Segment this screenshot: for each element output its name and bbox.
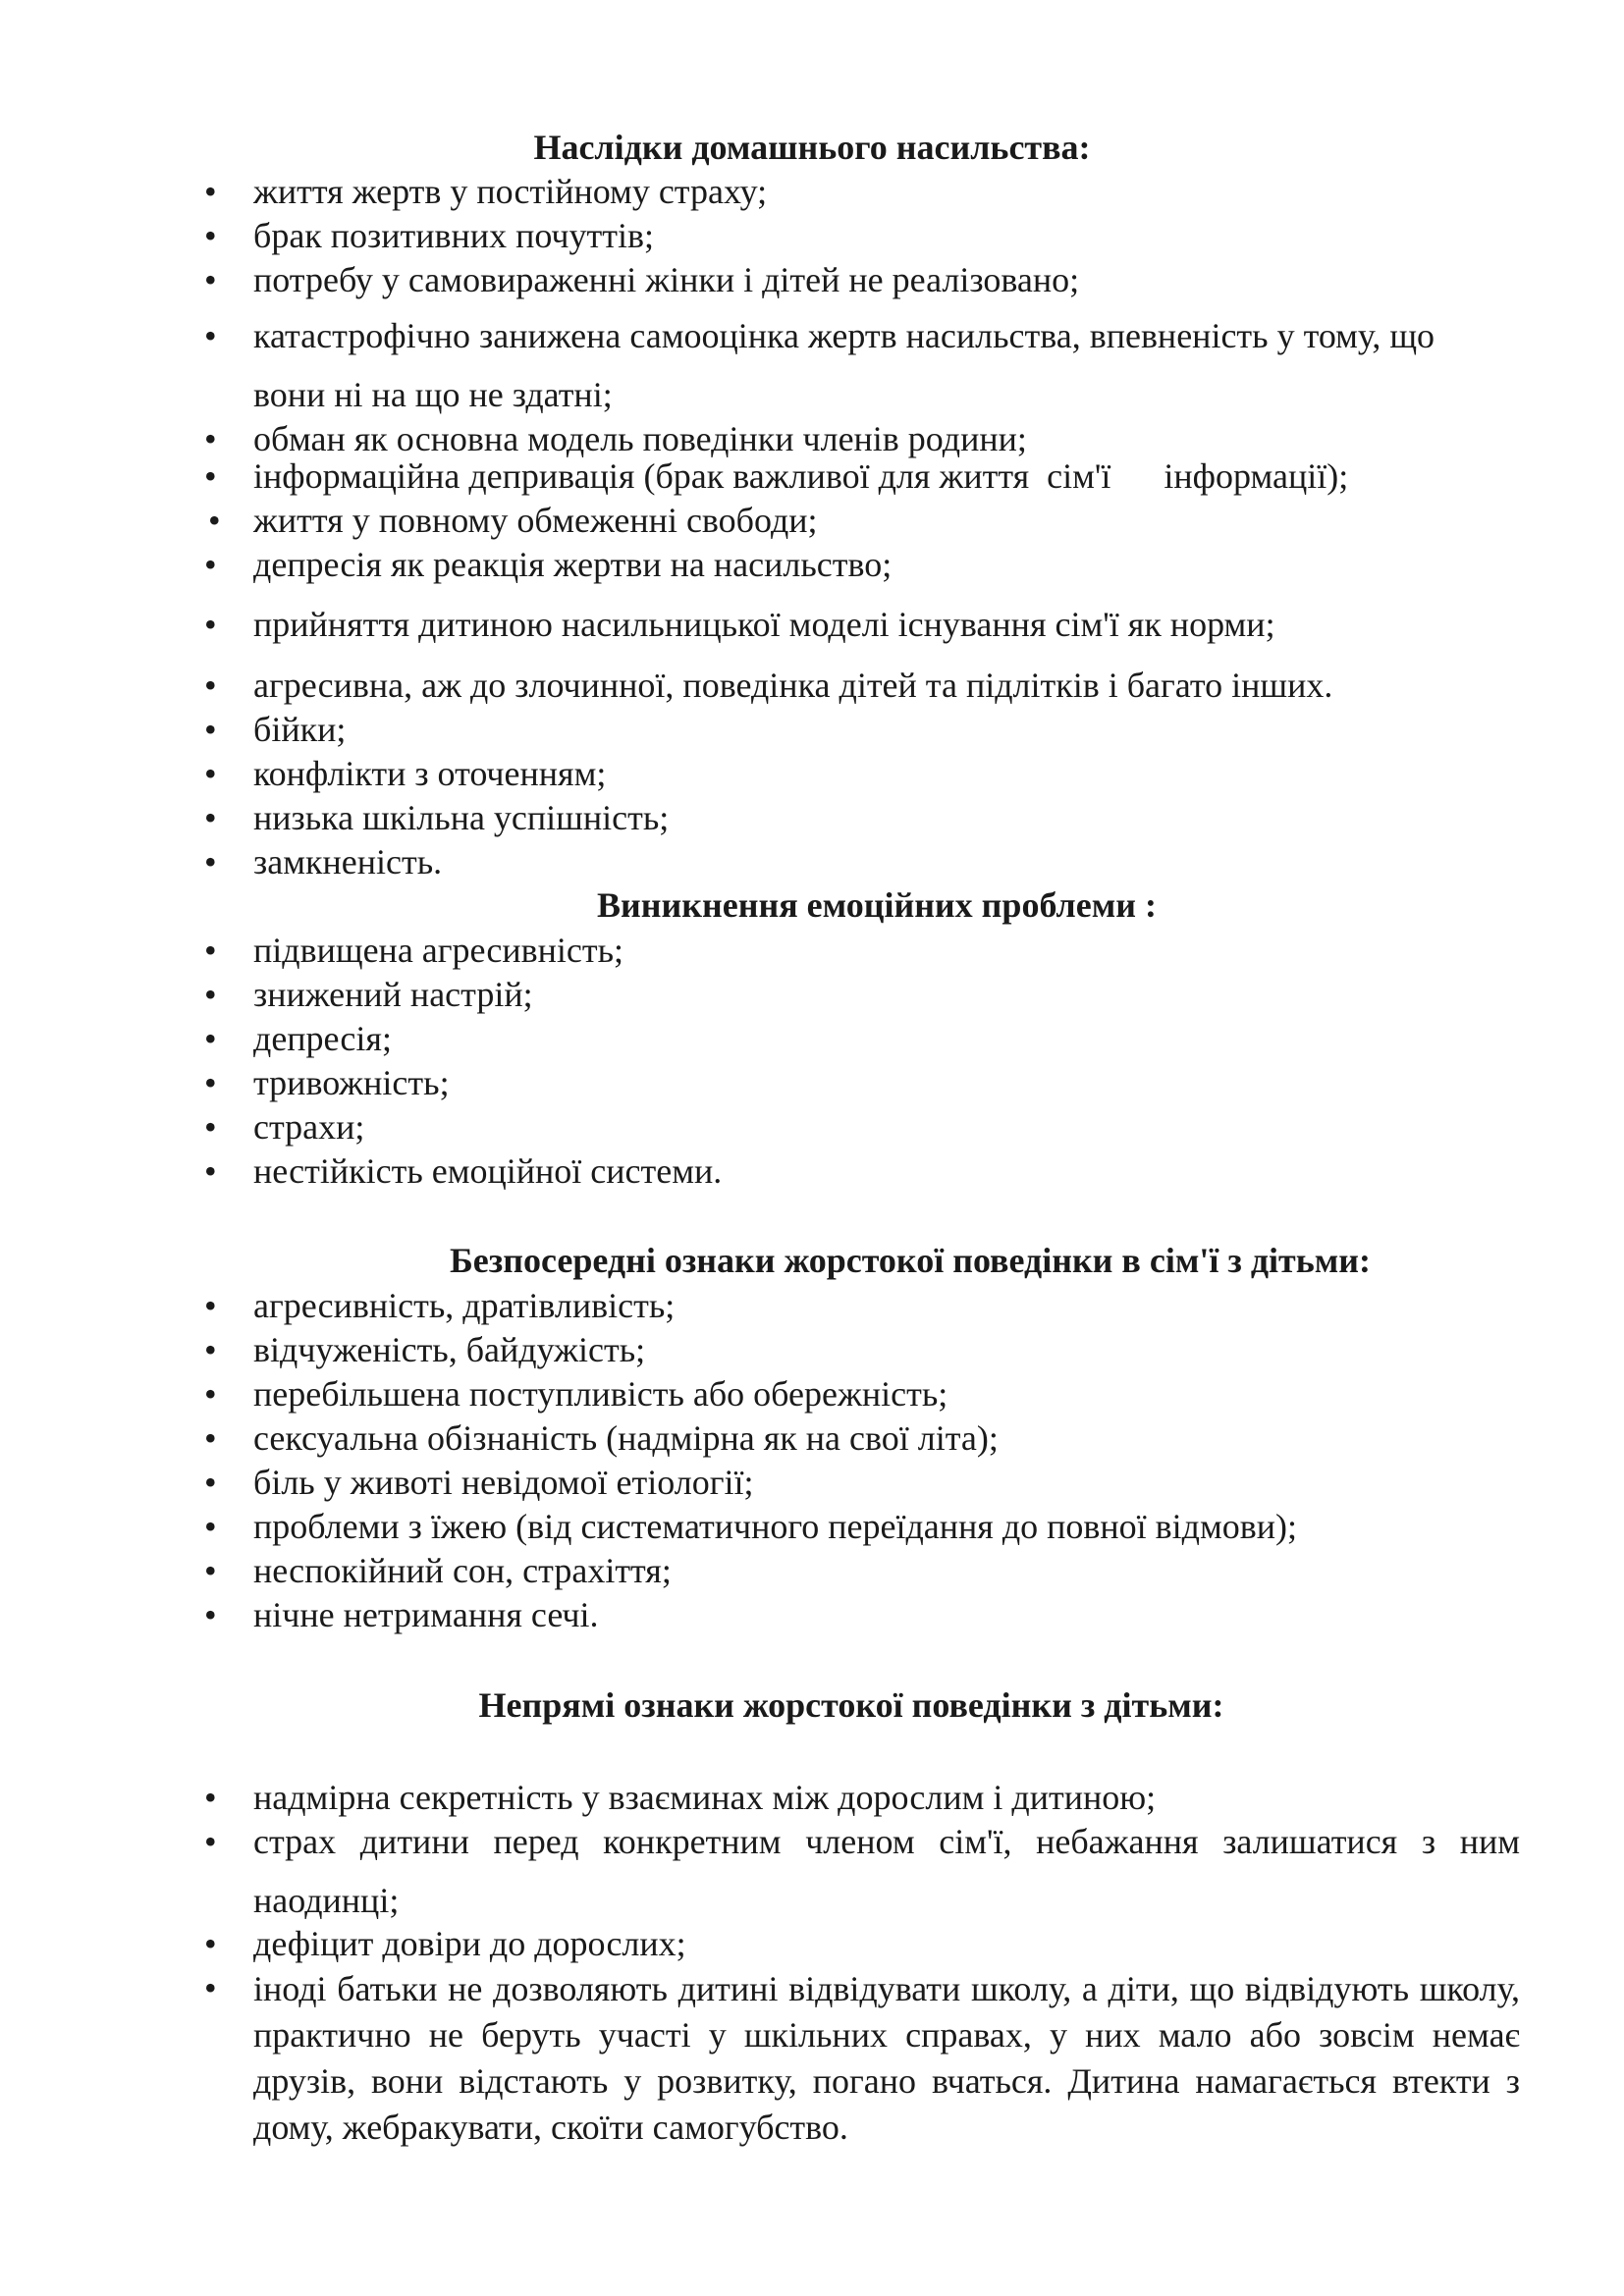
bullet-glyph: •	[204, 975, 217, 1014]
bullet-glyph: •	[204, 260, 217, 299]
bullet-glyph: •	[204, 1374, 217, 1414]
list-item: депресія;	[253, 1019, 392, 1058]
list-item: нестійкість емоційної системи.	[253, 1151, 723, 1191]
bullet-glyph: •	[204, 172, 217, 211]
bullet-glyph: •	[204, 216, 217, 255]
list-item: нічне нетримання сечі.	[253, 1595, 599, 1634]
list-item: агресивна, аж до злочинної, поведінка дітей та підлітків і багато інших.	[253, 666, 1333, 705]
list-item: низька шкільна успішність;	[253, 798, 670, 837]
list-item: надмірна секретність у взаєминах між дорослим і дитиною;	[253, 1778, 1157, 1817]
bullet-glyph: •	[204, 1595, 217, 1634]
bullet-glyph: •	[204, 1968, 217, 2007]
list-item: неспокійний сон, страхіття;	[253, 1551, 672, 1590]
bullet-glyph: •	[204, 666, 217, 705]
bullet-glyph: •	[204, 710, 217, 749]
bullet-glyph: •	[204, 1822, 217, 1861]
list-item: прийняття дитиною насильницької моделі існування сім'ї як норми;	[253, 605, 1275, 644]
list-item: проблеми з їжею (від систематичного переїдання до повної відмови);	[253, 1507, 1298, 1546]
list-item: обман як основна модель поведінки членів родини;	[253, 419, 1027, 458]
bullet-glyph: •	[204, 754, 217, 793]
list-item: відчуженість, байдужість;	[253, 1330, 646, 1369]
bullet-glyph: •	[204, 316, 217, 355]
list-item: бійки;	[253, 710, 347, 749]
list-item: дефіцит довіри до дорослих;	[253, 1924, 686, 1963]
bullet-glyph: •	[204, 1286, 217, 1325]
bullet-glyph: •	[204, 1507, 217, 1546]
list-item: агресивність, дратівливість;	[253, 1286, 676, 1325]
list-item: брак позитивних почуттів;	[253, 216, 654, 255]
bullet-glyph: •	[204, 1063, 217, 1102]
bullet-glyph: •	[204, 419, 217, 458]
list-item: іноді батьки не дозволяють дитині відвідувати школу, а діти, що відвідують школу, практично не беруть участі у шкільних справах, у них мало або зовсім немає друзів, вони відстають у розвитку, погано вчаться. Дитина намагається втекти з дому, жебракувати, скоїти самогубство.	[253, 1969, 1520, 2147]
bullet-glyph: •	[204, 1107, 217, 1147]
section-heading-consequences: Наслідки домашнього насильства:	[533, 128, 1091, 167]
bullet-glyph: •	[204, 545, 217, 584]
list-item: потребу у самовираженні жінки і дітей не реалізовано;	[253, 260, 1080, 299]
list-item: страх дитини перед конкретним членом сім'ї, небажання залишатися з ним наодинці;	[253, 1822, 1520, 1920]
bullet-glyph: •	[204, 842, 217, 881]
list-item: катастрофічно занижена самооцінка жертв насильства, впевненість у тому, що вони ні на що не здатні;	[253, 316, 1435, 414]
bullet-glyph: •	[208, 501, 221, 540]
list-item: депресія як реакція жертви на насильство;	[253, 545, 893, 584]
list-item: життя жертв у постійному страху;	[253, 172, 768, 211]
bullet-glyph: •	[204, 1418, 217, 1458]
list-item: перебільшена поступливість або обережність;	[253, 1374, 948, 1414]
section-heading-indirect-signs: Непрямі ознаки жорстокої поведінки з дітьми:	[478, 1685, 1224, 1725]
list-item: підвищена агресивність;	[253, 931, 624, 970]
section-heading-emotional-problems: Виникнення емоційних проблеми :	[597, 885, 1157, 925]
list-item: замкненість.	[253, 842, 443, 881]
list-item: знижений настрій;	[253, 975, 533, 1014]
list-item: страхи;	[253, 1107, 365, 1147]
bullet-glyph: •	[204, 1924, 217, 1963]
bullet-glyph: •	[204, 931, 217, 970]
bullet-glyph: •	[204, 1551, 217, 1590]
list-item: сексуальна обізнаність (надмірна як на свої літа);	[253, 1418, 999, 1458]
bullet-glyph: •	[204, 456, 217, 496]
list-item: тривожність;	[253, 1063, 450, 1102]
list-item: біль у животі невідомої етіології;	[253, 1463, 754, 1502]
bullet-glyph: •	[204, 798, 217, 837]
list-item: інформаційна депривація (брак важливої для життя сім'ї інформації);	[253, 456, 1349, 496]
section-heading-direct-signs: Безпосередні ознаки жорстокої поведінки в сім'ї з дітьми:	[449, 1241, 1372, 1280]
bullet-glyph: •	[204, 1019, 217, 1058]
bullet-glyph: •	[204, 1330, 217, 1369]
bullet-glyph: •	[204, 1778, 217, 1817]
bullet-glyph: •	[204, 605, 217, 644]
bullet-glyph: •	[204, 1151, 217, 1191]
list-item: конфлікти з оточенням;	[253, 754, 607, 793]
list-item: життя у повному обмеженні свободи;	[253, 501, 818, 540]
bullet-glyph: •	[204, 1463, 217, 1502]
